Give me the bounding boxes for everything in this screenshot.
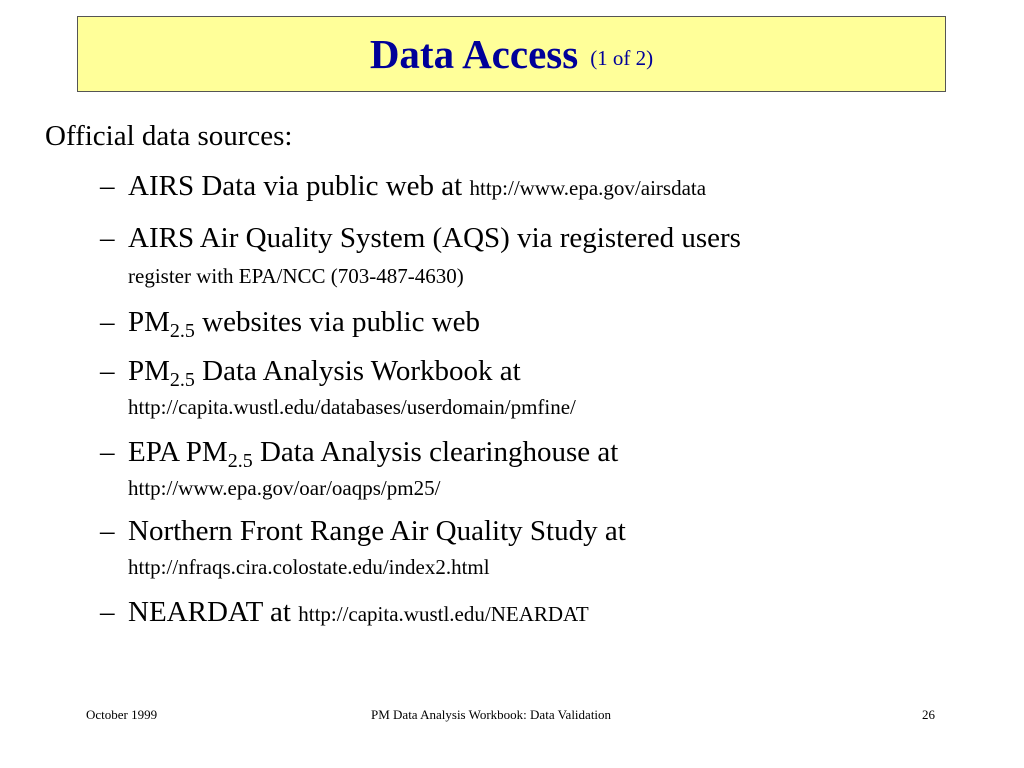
item-subscript: 2.5 [169,369,195,391]
item-url-link[interactable]: http://nfraqs.cira.colostate.edu/index2.html [128,555,490,579]
item-text-post: Data Analysis clearinghouse at [252,436,619,468]
dash-bullet: – [100,436,115,468]
item-text: NEARDAT at [128,596,291,628]
dash-bullet: – [100,170,115,202]
dash-bullet: – [100,515,115,547]
footer-title: PM Data Analysis Workbook: Data Validation [371,707,612,722]
page-number: 26 [922,707,935,722]
item-url-link[interactable]: http://www.epa.gov/oar/oaqps/pm25/ [128,476,441,500]
item-text-pre: EPA PM [128,436,228,468]
slide-title: Data Access [369,31,579,77]
item-url-link[interactable]: http://www.epa.gov/airsdata [469,176,707,200]
item-note: register with EPA/NCC (703-487-4630) [128,264,464,288]
item-url-link[interactable]: http://capita.wustl.edu/NEARDAT [298,602,589,626]
footer-date: October 1999 [86,707,158,722]
slide-title-part: (1 of 2) [590,45,654,70]
item-text: Northern Front Range Air Quality Study at [128,515,626,547]
item-url-link[interactable]: http://capita.wustl.edu/databases/userdomain/pmfine/ [128,395,576,419]
item-text: AIRS Data via public web at [128,170,463,202]
dash-bullet: – [100,222,115,254]
title-box [77,16,946,92]
item-text-pre: PM [128,355,170,387]
item-text-pre: PM [128,306,170,338]
dash-bullet: – [100,596,115,628]
item-text-post: websites via public web [194,306,481,338]
dash-bullet: – [100,355,115,387]
item-subscript: 2.5 [169,320,195,342]
item-subscript: 2.5 [227,450,253,472]
item-text-post: Data Analysis Workbook at [194,355,521,387]
item-text: AIRS Air Quality System (AQS) via registered users [128,222,741,254]
intro-text: Official data sources: [45,120,293,152]
dash-bullet: – [100,306,115,338]
